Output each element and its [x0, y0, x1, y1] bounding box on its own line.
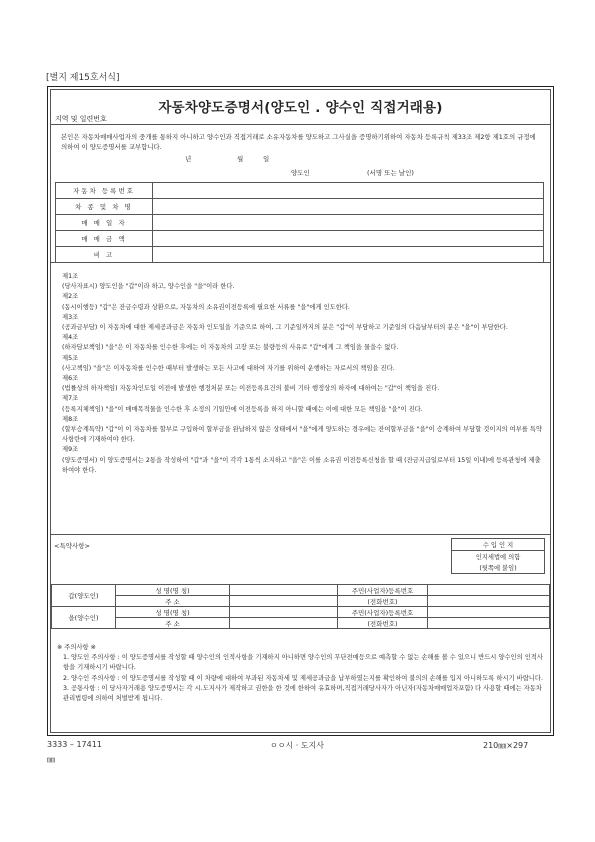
- sale-date-field[interactable]: [153, 215, 544, 231]
- form-number-label: [별지 제15호서식]: [46, 73, 120, 83]
- table-row: [52, 607, 550, 618]
- seller-id-field[interactable]: [428, 585, 550, 596]
- party-label: 갑(양도인): [52, 585, 116, 607]
- id-number-label: 주민(사업자)등록번호: [338, 607, 428, 618]
- article-body: (사고책임) "을"은 이자동차를 인수한 때부터 발생하는 모든 사고에 대하여 자기를 위하여 운행하는 자로서의 책임을 진다.: [62, 364, 395, 372]
- article-heading: 제4조: [62, 334, 79, 342]
- article-body: (하자담보책임) "을"은 이 자동차를 인수한 후에는 이 자동차의 고장 또는 불량등의 사유로 "갑"에게 그 책임을 물을수 없다.: [62, 344, 399, 352]
- stamp-title: 수 입 인 지: [452, 539, 545, 551]
- article-heading: 제7조: [62, 395, 79, 403]
- table-row: [52, 618, 550, 629]
- note-item: 1. 양도인 주의사항 : 이 양도증명서를 작성할 때 양수인의 인적사항을 기재하지 아니하면 양수인의 무단전매등으로 예측할 수 없는 손해를 볼 수 있으니 반드시 양수인의 인적사항을 기재하시기 바랍니다.: [63, 654, 543, 672]
- parties-table: [51, 584, 550, 629]
- stamp-line: (뒷쪽에 붙임): [452, 562, 545, 574]
- id-number-label: 주민(사업자)등록번호: [338, 585, 428, 596]
- buyer-name-field[interactable]: [230, 607, 338, 618]
- article-body: (할부승계특약) "갑"이 이 자동차를 할부로 구입하여 할부금을 완납하지 않은 상태에서 "을"에게 양도하는 경우에는 잔여할부금을 "을"이 승계하여 부담할 것이지의 여부를 특약사항란에 기재하여야 한다.: [62, 426, 543, 444]
- vehicle-row-label: 매 매 금 액: [56, 231, 153, 247]
- article-body: (당사자표시) 양도인을 "갑"이라 하고, 양수인을 "을"이라 한다.: [62, 283, 235, 291]
- article-body: (양도증명서) 이 양도증명서는 2통을 작성하여 "갑"과 "을"이 각각 1통씩 소지하고 "을"은 이를 소유권 이전등록신청을 할 때 (잔금지급일로부터 15일 이내)에 등록관청에 제출하여야 한다.: [62, 456, 541, 474]
- table-row: [56, 183, 544, 199]
- form-code: 3333 – 17411: [47, 740, 102, 749]
- vehicle-row-label: 매 매 일 자: [56, 215, 153, 231]
- divider: [51, 534, 550, 535]
- table-row: [56, 231, 544, 247]
- note-item: 2. 양수인 주의사항 : 이 양도증명서를 작성할 때 이 차량에 대하여 부과된 자동차세 및 제세공과금을 납부하였는지를 확인하여 불의의 손해를 입지 아니하도록 하시기 바랍니다.: [63, 674, 543, 682]
- article-body: (공과금부담) 이 자동차에 대한 제세공과금은 자동차 인도일을 기준으로 하여, 그 기준일까지의 분은 "갑"이 부담하고 기준일의 다음날부터의 분은 "을"이 부담한다.: [62, 324, 508, 332]
- seller-label: 양도인: [291, 169, 310, 177]
- note-item: 3. 공통사항 : 이 당사자거래용 양도증명서는 각 시.도지사가 제작하고 권한을 한 것에 한하여 유효하며,직접거래당사자가 아닌자(자동차매매업자포함) 다 사용할 때에는 자동차관리법령에 의하여 처벌받게 됩니다.: [63, 684, 542, 703]
- sale-amount-field[interactable]: [153, 231, 544, 247]
- article-heading: 제2조: [62, 293, 79, 301]
- revenue-stamp-box: [451, 538, 545, 574]
- party-label: 을(양수인): [52, 607, 116, 629]
- table-row: [56, 199, 544, 215]
- vehicle-info-table: [55, 182, 544, 263]
- special-terms-label: <특약사항>: [54, 542, 91, 550]
- buyer-id-field[interactable]: [428, 607, 550, 618]
- table-row: [56, 215, 544, 231]
- remarks-field[interactable]: [153, 247, 544, 263]
- article-body: (등록지체책임) "을"이 매매목적물을 인수한 후 소정의 기일안에 이전등록을 하지 아니할 때에는 이에 대한 모든 책임을 "을"이 진다.: [62, 405, 423, 413]
- notes-title: ※ 주의사항 ※: [57, 644, 96, 651]
- article-body: (동시이행등) "갑"은 잔금수령과 상환으로, 자동차의 소유권이전등록에 필요한 서류를 "을"에게 인도한다.: [62, 303, 350, 311]
- contract-articles: [57, 272, 545, 476]
- name-label: 성 명(명 칭): [116, 585, 230, 596]
- table-row: [56, 247, 544, 263]
- form-inner-border: [50, 89, 551, 733]
- buyer-phone-field[interactable]: [428, 618, 550, 629]
- article-heading: 제3조: [62, 313, 79, 321]
- article-body: (법률상의 하자책임) 자동차인도일 이전에 발생한 행정처분 또는 이전등록요건의 불비 기타 행정상의 하자에 대하여는 "갑"이 책임을 진다.: [62, 385, 440, 393]
- article-heading: 제8조: [62, 415, 79, 423]
- stamp-line: 인지세법에 의함: [452, 551, 545, 563]
- article-heading: 제9조: [62, 446, 79, 454]
- paper-size: 210㎜×297: [483, 741, 529, 750]
- seller-address-field[interactable]: [230, 596, 338, 607]
- divider: [51, 124, 550, 125]
- address-label: 주 소: [116, 618, 230, 629]
- table-row: [52, 585, 550, 596]
- article-heading: 제6조: [62, 375, 79, 383]
- vehicle-row-label: 자동차 등록번호: [56, 183, 153, 199]
- vehicle-row-label: 차 종 및 차 명: [56, 199, 153, 215]
- seller-phone-field[interactable]: [428, 596, 550, 607]
- seller-name-field[interactable]: [230, 585, 338, 596]
- date-year: 년: [185, 155, 192, 163]
- divider: [51, 262, 550, 263]
- intro-statement: 본인은 자동차매매사업자의 중개를 통하지 아니하고 양수인과 직접거래로 소유자동차를 양도하고 그사실을 증명하기위하여 자동차 등록규칙 제33조 제2항 제1호의 규정에 의하여 이 양도증명서를 교부합니다.: [61, 133, 536, 151]
- date-day: 일: [263, 155, 270, 163]
- vehicle-row-label: 비 고: [56, 247, 153, 263]
- article-heading: 제5조: [62, 354, 79, 362]
- table-row: [52, 596, 550, 607]
- date-month: 월: [237, 155, 244, 163]
- vehicle-type-name-field[interactable]: [153, 199, 544, 215]
- buyer-address-field[interactable]: [230, 618, 338, 629]
- name-label: 성 명(명 칭): [116, 607, 230, 618]
- registration-number-field[interactable]: [153, 183, 544, 199]
- footer-unit-mark: ㎜: [47, 755, 55, 764]
- article-heading: 제1조: [62, 273, 79, 280]
- document-title: 자동차양도증명서(양도인 . 양수인 직접거래용): [158, 100, 443, 116]
- issuer-label: ㅇㅇ시 · 도지사: [270, 741, 324, 750]
- phone-label: (전화번호): [338, 596, 428, 607]
- caution-notes: [57, 643, 543, 704]
- phone-label: (전화번호): [338, 618, 428, 629]
- address-label: 주 소: [116, 596, 230, 607]
- region-serial-label: 지역 및 일련번호: [55, 115, 107, 123]
- form-frame: [47, 86, 554, 736]
- seller-sign-hint: (서명 또는 날인): [367, 169, 414, 177]
